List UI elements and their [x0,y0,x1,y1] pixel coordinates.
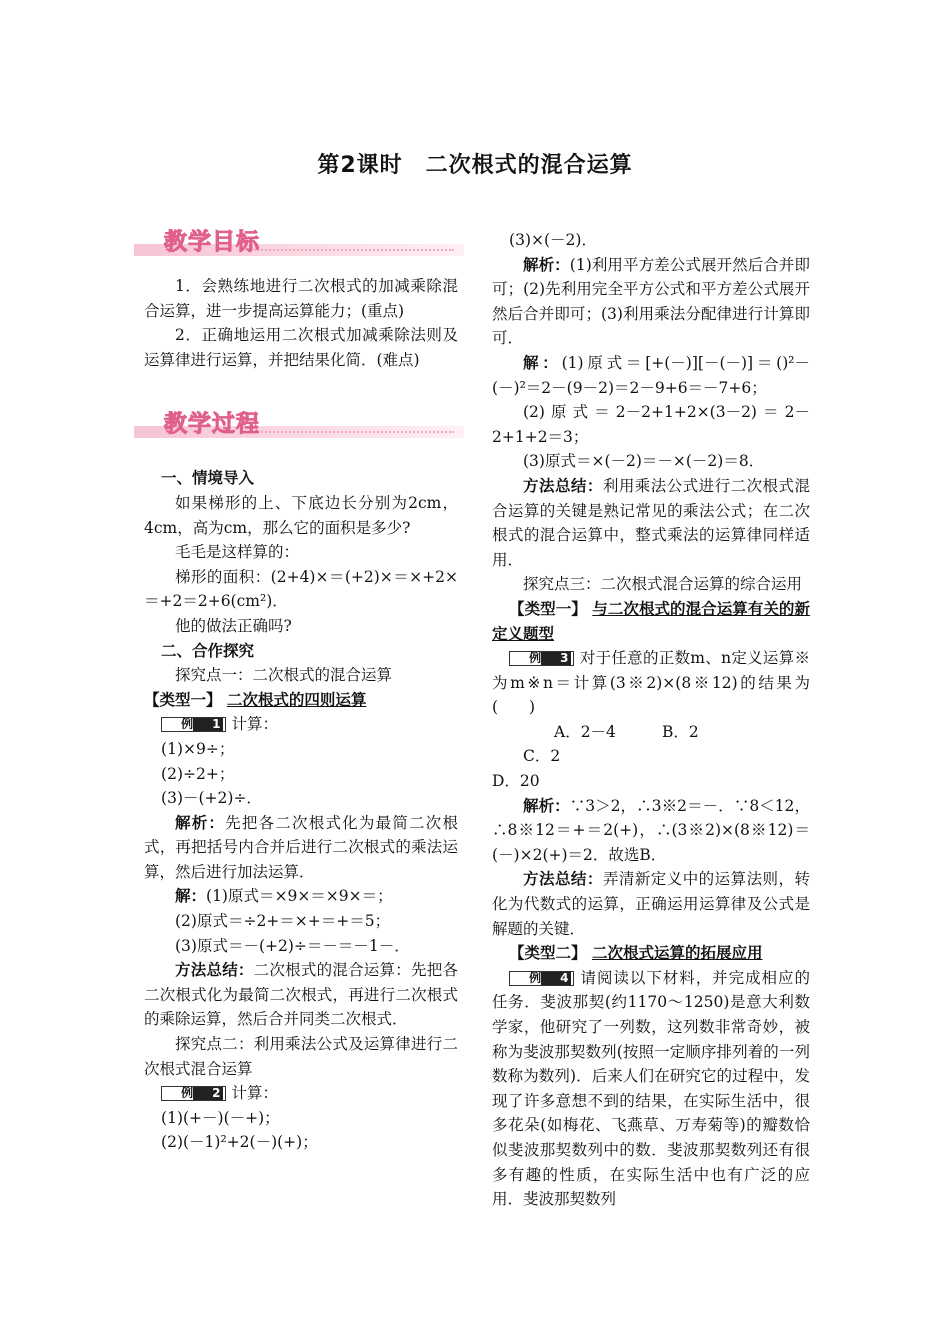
solution-label: 解： [175,886,207,906]
example-badge [509,971,573,986]
option-b: B．2 [662,722,699,741]
teaching-goals-banner [134,228,458,268]
method-label: 方法总结： [523,869,603,889]
example-number: 1 [193,718,222,731]
solution-text: (1)原式＝×9×＝×9×＝； [206,887,393,906]
type-tag: 【类型一】 [144,689,222,709]
type-title: 与二次根式的混合运算有关的新定义题型 [492,598,810,643]
analysis-label: 解析： [175,812,226,832]
ex1-item-2: (2)÷2+； [161,764,235,783]
ex2-item-3: (3)×(－2)． [509,231,597,249]
ex1-solution-2: (2)原式＝÷2+＝×+＝+＝5； [175,912,391,931]
question-text: 他的做法正确吗? [175,616,292,635]
heading-intro: 一、情境导入 [161,468,255,488]
maomao-text: 毛毛是这样算的： [175,543,300,562]
ex3-method [492,867,810,941]
example-badge [161,717,225,732]
intro-text: 如果梯形的上、下底边长分别为2cm，4cm，高为cm，那么它的面积是多少? [144,493,458,537]
heading-explore: 二、合作探究 [161,640,255,660]
type-2-heading [492,941,810,966]
ex2-solution-3: (3)原式＝×(－2)＝－×(－2)＝8． [523,452,765,471]
type-tag: 【类型一】 [509,598,587,618]
point-1: 探究点一：二次根式的混合运算 [175,666,393,685]
option-c: C．2 [523,747,561,766]
type-tag: 【类型二】 [509,943,587,963]
example-text: 计算： [231,1084,279,1103]
solution-text: (1)原式＝[+(－)][－(－)]＝()²－(－)²＝2－(9－2)＝2－9+6＝－7+6； [492,353,810,397]
method-label: 方法总结： [175,960,254,980]
ex2-solution-2: (2)原式＝2－2+1+2×(3－2)＝2－2+1+2＝3； [492,403,810,446]
analysis-label: 解析： [523,254,570,274]
method-label: 方法总结： [523,475,603,495]
ex1-item-1: (1)×9÷； [161,739,235,758]
ex2-solution-1 [492,351,810,400]
banner-dots [254,431,454,435]
ex3-analysis [492,794,810,868]
ex2-item-2: (2)(－1)²+2(－)(+)； [161,1133,318,1152]
example-text: 对于任意的正数m、n定义运算※为m※n＝计算(3※2)×(8※12)的结果为( ) [492,649,810,717]
example-number: 3 [541,652,570,665]
ex3-options [492,720,810,769]
ex1-item-3: (3)－(+2)÷． [161,789,262,808]
example-3 [492,646,810,720]
ex2-method [492,474,810,572]
point-2: 探究点二：利用乘法公式及运算律进行二次根式混合运算 [144,1035,458,1078]
type-title: 二次根式的四则运算 [226,689,367,709]
ex1-analysis [144,811,458,885]
ex3-option-d-line [492,769,810,794]
ex2-item-1: (1)(+－)(－+)； [161,1108,280,1127]
banner-label: 教学目标 [164,229,260,255]
area-text: 梯形的面积：(2+4)×＝(+2)×＝×+2×＝+2＝2+6(cm²)． [144,567,458,611]
example-4 [492,966,810,1212]
method-text: 弄清新定义中的运算法则，转化为代数式的运算，正确运用运算律及公式是解题的关键． [492,870,810,938]
page-title: 第2课时 二次根式的混合运算 [317,153,633,178]
example-badge [161,1086,225,1101]
type-title: 二次根式运算的拓展应用 [591,943,763,963]
banner-label: 教学过程 [164,411,260,438]
example-text: 请阅读以下材料，并完成相应的任务．斐波那契(约1170～1250)是意大利数学家，他研究了一列数，这列数非常奇妙，被称为斐波那契数列(按照一定顺序排列着的一列数称为数列)．后来人们在研究它的过程中，发现了许多意想不到的结果，在实际生活中，很多花朵(如梅花、飞燕草、万寿菊等)的瓣数恰似斐波那契数列中的数．斐波那契数列还有很多有趣的性质，在实际生活中也有广泛的应用．斐波那契数列 [492,968,810,1209]
example-label: 例 [529,970,542,985]
left-column [144,228,458,1155]
method-text: 二次根式的混合运算：先把各二次根式化为最简二次根式，再进行二次根式的乘除运算，然后合并同类二次根式． [144,961,458,1029]
example-badge [509,651,573,666]
teaching-process-banner [134,410,458,450]
example-2 [144,1081,458,1106]
ex1-solution-3: (3)原式＝－(+2)÷＝－＝－1－． [175,936,410,955]
option-d: D．20 [492,772,540,791]
example-number: 2 [193,1087,222,1100]
example-label: 例 [181,717,194,732]
example-text: 计算： [231,715,279,734]
example-number: 4 [541,972,570,985]
ex1-method [144,958,458,1032]
banner-dots [254,249,454,253]
goal-1: 1．会熟练地进行二次根式的加减乘除混合运算，进一步提高运算能力；(重点) [144,277,458,320]
type-1-heading [144,688,458,713]
analysis-text: ∵3＞2，∴3※2＝－．∵8＜12，∴8※12＝+＝2(+)，∴(3※2)×(8※12)＝(－)×2(+)＝2．故选B． [492,796,810,864]
type-1-heading [492,597,810,646]
analysis-label: 解析： [523,795,570,815]
example-label: 例 [181,1086,194,1101]
example-label: 例 [529,651,542,666]
right-column [492,228,810,1212]
option-a: A．2－4 [554,722,616,741]
method-text: 利用乘法公式进行二次根式混合运算的关键是熟记常见的乘法公式；在二次根式的混合运算中，整式乘法的运算律同样适用． [492,476,810,569]
analysis-text: (1)利用平方差公式展开然后合并即可；(2)先利用完全平方公式和平方差公式展开然后合并即可；(3)利用乘法分配律进行计算即可． [492,255,810,348]
analysis-text: 先把各二次根式化为最简二次根式，再把括号内合并后进行二次根式的乘法运算，然后进行加法运算． [144,813,458,881]
ex1-solution-1 [144,884,458,909]
point-3: 探究点三：二次根式混合运算的综合运用 [523,575,803,594]
example-1 [144,712,458,737]
goal-2: 2．正确地运用二次根式加减乘除法则及运算律进行运算，并把结果化简．(难点) [144,326,458,369]
solution-label: 解： [523,352,562,372]
ex2-analysis [492,253,810,351]
